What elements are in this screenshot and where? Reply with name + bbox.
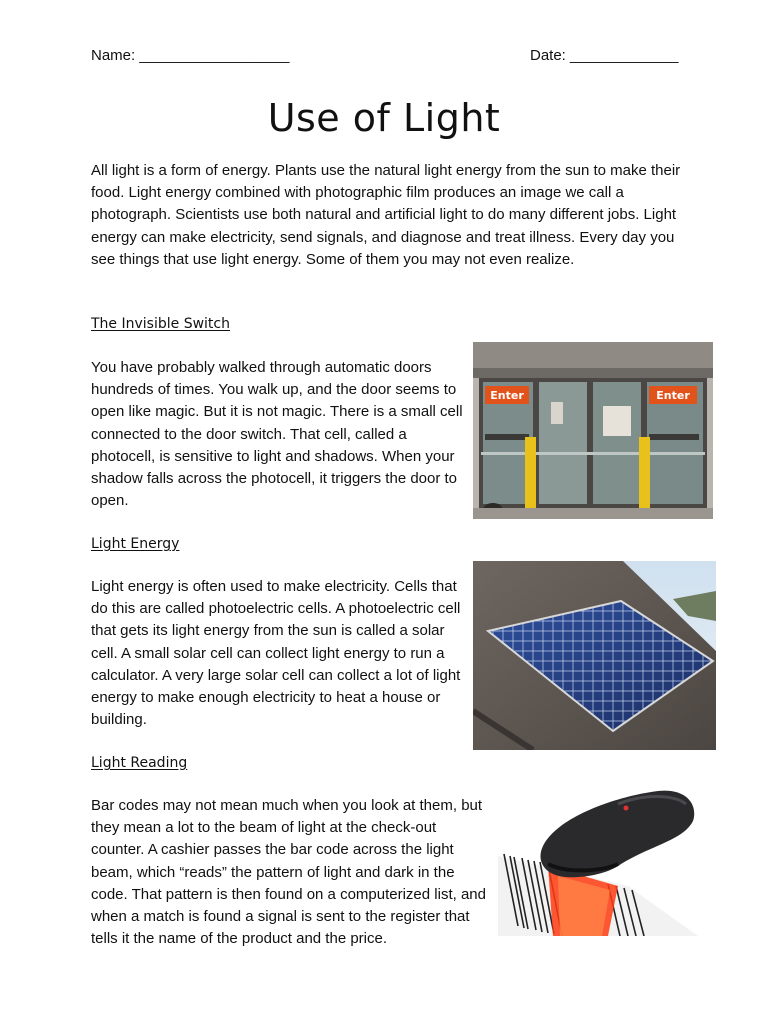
enter-sign-left: Enter [490, 389, 524, 402]
section-heading-light-reading: Light Reading [91, 755, 188, 771]
section-body-light-reading: Bar codes may not mean much when you look at them, but they mean a lot to the beam of light at the check-out counter. A cashier passes the bar code across the light beam, which “reads” the pattern of light and dark in the code. That pattern is then found on a computerized list, and when a match is found a signal is sent to the register that tells it the name of the product and the price. [91, 797, 486, 948]
page-title: Use of Light [267, 96, 501, 140]
section-heading-light-energy: Light Energy [91, 536, 180, 552]
intro-paragraph: All light is a form of energy. Plants use the natural light energy from the sun to make their food. Light energy combined with photographic film produces an image we call a photograph. Scientists use both natural and artificial light to do many different jobs. Light energy can make electricity, send signals, and diagnose and treat illness. Every day you see things that use light energy. Some of them you may not even realize. [91, 162, 681, 268]
section-body-invisible-switch: You have probably walked through automatic doors hundreds of times. You walk up, and the door seems to open like magic. But it is not magic. There is a small cell connected to the door switch. That cell, called a photocell, is sensitive to light and shadows. When your shadow falls across the photocell, it triggers the door to open. [91, 359, 463, 510]
barcode-scanner-photo [498, 786, 698, 936]
enter-sign-right: Enter [656, 389, 690, 402]
section-heading-invisible-switch: The Invisible Switch [91, 316, 230, 332]
date-field-label: Date: _____________ [530, 47, 679, 64]
name-field-label: Name: __________________ [91, 47, 290, 64]
solar-panel-photo [473, 561, 716, 750]
section-body-light-energy: Light energy is often used to make electricity. Cells that do this are called photoelectric cells. A photoelectric cell that gets its light energy from the sun is called a solar cell. A small solar cell can collect light energy to run a calculator. A very large solar cell can collect a lot of light energy to make enough electricity to heat a house or building. [91, 578, 461, 729]
automatic-door-photo [473, 342, 713, 519]
